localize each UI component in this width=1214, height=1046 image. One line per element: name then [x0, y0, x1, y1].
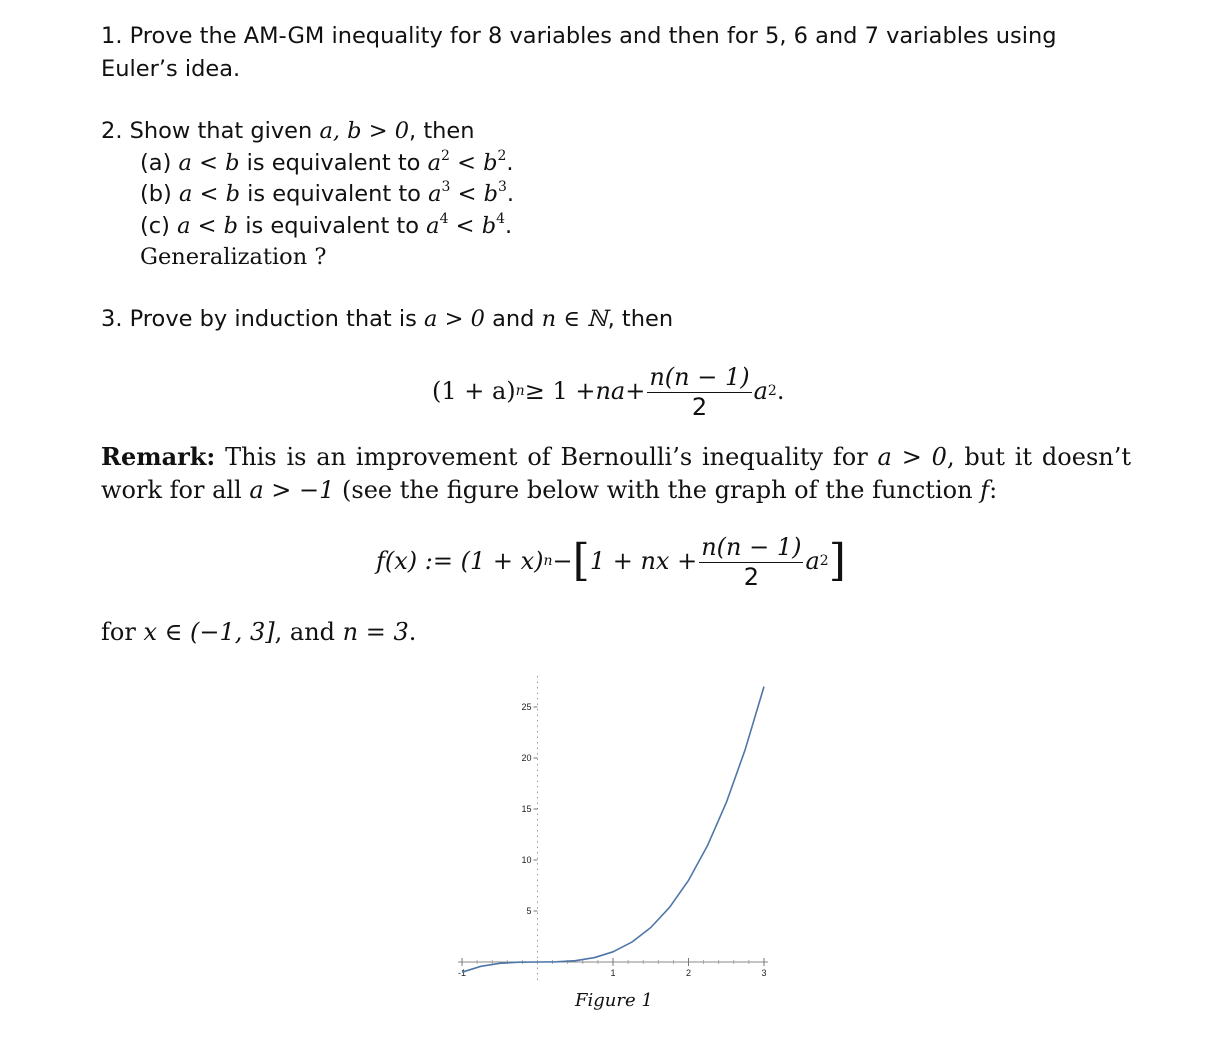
item-mid: is equivalent to — [239, 181, 429, 207]
remark-text-c: (see the figure below with the graph of the function — [334, 476, 981, 504]
y-tick-label: 15 — [521, 804, 532, 814]
item-rel: < — [448, 212, 482, 239]
eq1-numerator: n(n − 1) — [649, 362, 750, 391]
problem-3-math-a: a > 0 — [424, 306, 485, 332]
problem-2-intro-end: , then — [409, 118, 475, 144]
remark-label: Remark: — [101, 442, 216, 471]
item-label: (b) — [140, 181, 179, 207]
eq1-na: na — [595, 377, 626, 405]
item-rel: < — [450, 181, 484, 207]
x-tick-label: 3 — [761, 968, 767, 978]
problem-2-intro — [101, 116, 514, 148]
eq1-fraction — [647, 362, 751, 421]
problem-2-item-b — [101, 179, 514, 211]
figure-caption: Figure 1 — [575, 990, 653, 1011]
problem-2-intro-math: a, b > 0 — [319, 118, 410, 144]
eq2-fraction — [699, 532, 803, 591]
item-exp-a: 4 — [439, 210, 449, 227]
item-mid: is equivalent to — [239, 149, 428, 176]
problem-2-item-c — [101, 211, 514, 243]
problem-2-generalization: Generalization ? — [140, 244, 327, 270]
item-base-a: a — [426, 212, 440, 239]
item-exp-b: 2 — [497, 147, 507, 164]
problem-1-text: 1. Prove the AM-GM inequality for 8 variables and then for 5, 6 and 7 variables using Euler’s idea. — [101, 23, 1057, 82]
eq1-denominator: 2 — [691, 392, 708, 421]
eq2-close-bracket: ] — [828, 535, 846, 586]
problem-2-number: 2. — [101, 118, 123, 144]
eq2-lhs: f(x) := (1 + x) — [376, 547, 544, 575]
item-base-a: a — [428, 181, 442, 207]
item-end: . — [506, 181, 515, 207]
problem-3-text-a: Prove by induction that is — [122, 306, 425, 332]
item-exp-a: 3 — [441, 179, 451, 195]
eq1-lhs: (1 + a) — [432, 377, 516, 405]
y-tick-label: 20 — [521, 753, 532, 763]
domain-math-b: n = 3 — [342, 618, 409, 646]
equation-1: (1 + a) n ≥ 1 + na + $\frac{n(n - 1)}{2}$ a 2 . — [432, 362, 785, 421]
remark-math-a: a > 0 — [877, 443, 947, 471]
eq1-end: . — [776, 377, 785, 405]
item-end: . — [505, 212, 513, 239]
domain-text-b: , and — [274, 618, 343, 646]
item-exp-a: 2 — [441, 147, 450, 164]
item-lhs: a < b — [178, 149, 240, 176]
problem-3-math-b: n ∈ ℕ — [541, 306, 608, 332]
remark-text-a: This is an improvement of Bernoulli’s inequality for — [215, 443, 878, 471]
problem-3 — [101, 306, 673, 332]
x-tick-label: 1 — [610, 968, 616, 978]
eq1-tail: a — [753, 377, 768, 405]
problem-2-item-a — [101, 148, 514, 180]
item-label: (c) — [140, 212, 178, 239]
problem-2 — [101, 116, 514, 274]
eq2-inner: 1 + nx + — [589, 547, 698, 575]
item-base-b: b — [483, 181, 498, 207]
item-label: (a) — [140, 149, 179, 176]
item-rel: < — [449, 149, 484, 176]
remark-text-b: , but it doesn’t work for all — [101, 443, 1131, 504]
eq2-open-bracket: [ — [572, 535, 590, 586]
domain-text-a: for — [101, 618, 144, 646]
domain-line — [101, 618, 416, 646]
eq2-tail: a — [805, 547, 820, 575]
eq2-minus: − — [552, 547, 573, 575]
domain-end: . — [408, 618, 417, 646]
eq2-numerator: n(n − 1) — [701, 532, 802, 561]
domain-math-a: x ∈ (−1, 3] — [143, 618, 275, 646]
remark-math-c: f — [980, 476, 990, 504]
y-tick-label: 10 — [521, 855, 532, 865]
function-plot — [440, 660, 780, 990]
y-tick-label: 25 — [521, 702, 532, 712]
item-lhs: a < b — [177, 212, 239, 239]
item-base-b: b — [481, 212, 497, 239]
problem-3-number: 3. — [101, 306, 123, 332]
remark — [101, 440, 1131, 507]
item-base-b: b — [483, 149, 498, 176]
eq1-relation: ≥ 1 + — [524, 377, 596, 405]
eq2-denominator: 2 — [743, 562, 759, 591]
x-tick-label: 2 — [685, 968, 692, 978]
item-lhs: a < b — [179, 181, 240, 207]
eq1-plus: + — [625, 377, 646, 405]
item-exp-b: 3 — [498, 179, 507, 195]
problem-1 — [101, 20, 1131, 86]
remark-math-b: a > −1 — [249, 476, 335, 504]
problem-3-text-c: , then — [607, 306, 674, 332]
x-tick-label: -1 — [457, 968, 467, 978]
item-end: . — [506, 149, 514, 176]
equation-2: f(x) := (1 + x) n − [ 1 + nx + $\frac{n(n - 1)}{2}$ a 2 ] — [376, 532, 846, 591]
remark-text-d: : — [989, 476, 998, 504]
item-base-a: a — [427, 149, 441, 176]
y-tick-label: 5 — [526, 906, 532, 916]
item-exp-b: 4 — [496, 210, 506, 227]
function-curve — [462, 687, 764, 973]
problem-2-intro-text: Show that given — [122, 118, 320, 144]
item-mid: is equivalent to — [238, 212, 427, 239]
problem-3-text-b: and — [484, 306, 542, 332]
